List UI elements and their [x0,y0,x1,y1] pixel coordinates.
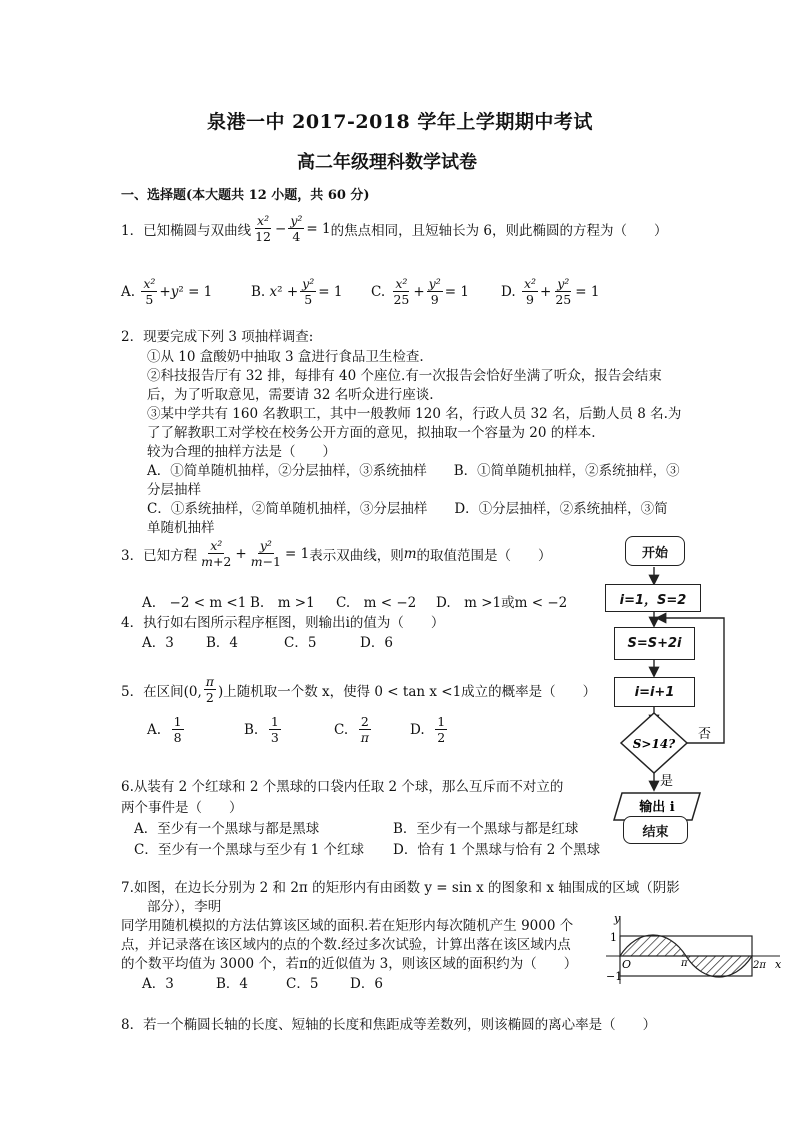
question-1: 1．已知椭圆与双曲线 $\frac{\text{x²}}{12}$ − $\frac{\text{y²}}{4}$ = 1 的焦点相同，且短轴长为 6，则此椭圆的方程为（ ） [121,213,668,244]
negative-lobe [686,956,752,977]
q7-line-3: 点，并记录落在该区域内的点的个数.经过多次试验，计算出落在该区域内点 [121,937,571,953]
q7-line-4: 的个数平均值为 3000 个，若π的近似值为 3，则该区域的面积约为（ ） [121,956,578,972]
q1-formula: $\frac{\text{x²}}{12}$ [255,213,271,244]
q1-option-c: C. $\frac{\text{x²}}{25}$ + $\frac{\text{y²}}{9}$ = 1 [371,276,469,307]
q3-option-b: B. m >1 [250,595,315,611]
q7-line-1: 部分），李明 [147,899,222,915]
condition-label: S>14? [632,737,676,751]
q3-option-c: C. m < −2 [336,595,417,611]
q3-text-c: 的取值范围是（ ） [416,547,552,564]
q3-text-b: 表示双曲线，则 [309,547,404,564]
q1-option-b: B. x ² + $\frac{\text{y²}}{5}$ = 1 [251,276,343,307]
update-s-box: S=S+2i [614,627,695,660]
start-box: 开始 [625,536,685,566]
q5-text-b: )上随机取一个数 x，使得 0 < tan x <1成立的概率是（ ） [217,683,597,700]
q6-line-0: 6.从装有 2 个红球和 2 个黑球的口袋内任取 2 个球，那么互斥而不对立的 [121,779,564,795]
q7-option-b: B．4 [216,976,249,992]
q2-line-9: C．①系统抽样，②简单随机抽样，③分层抽样 D．①分层抽样，②系统抽样，③简 [147,501,668,517]
q2-line-4: ③某中学共有 160 名教职工，其中一般教师 120 名，行政人员 32 名，后勤人员 8 名.为 [147,406,682,422]
question-3: 3．已知方程 $\frac{\text{x²}}{m+2}$ + $\frac{\text{y²}}{m-1}$ = 1 表示双曲线，则 m 的取值范围是（ ） [121,538,552,569]
q4-options [142,631,393,651]
update-i-box: i=i+1 [614,677,695,707]
init-box: i=1，S=2 [605,584,701,612]
no-label: 否 [698,727,712,742]
x-axis-label: x [775,958,782,971]
q5-option-b: B. $\frac{1}{3}$ [244,714,279,745]
q1-option-a: A. $\frac{\text{x²}}{5}$ + y ² = 1 [121,276,213,307]
y-tick-1: 1 [610,931,617,944]
q4-option-c: C．5 [284,635,317,651]
q1-options [121,276,641,307]
q5-option-c: C. $\frac{2}{\pi}$ [334,714,369,745]
end-box: 结束 [623,816,688,844]
exam-title: 泉港一中 2017-2018 学年上学期期中考试 [207,111,593,133]
q7-option-d: D．6 [350,976,383,992]
sine-area-figure [600,910,786,988]
q1-text-b: 的焦点相同，且短轴长为 6，则此椭圆的方程为（ ） [330,222,668,239]
q3-option-d: D. m >1或m < −2 [436,595,568,611]
q2-line-10: 单随机抽样 [147,520,215,536]
q2-line-1: ①从 10 盒酸奶中抽取 3 盒进行食品卫生检查. [147,349,424,365]
q6-option-a: A．至少有一个黑球与都是黑球 [134,821,320,837]
y-tick-neg1: −1 [606,970,623,983]
q7-line-0: 7.如图，在边长分别为 2 和 2π 的矩形内有由函数 y = sin x 的图象和 x 轴围成的区域（阴影 [121,880,680,896]
q2-line-3: 后，为了听取意见，需要请 32 名听众进行座谈. [147,387,434,403]
pi-tick: π [681,958,688,969]
q3-option-a: A. −2 < m <1 [142,595,247,611]
q5-options [147,714,449,745]
q5-option-a: A. $\frac{1}{8}$ [147,714,182,745]
q2-line-6: 较为合理的抽样方法是（ ） [147,444,336,460]
q5-option-d: D. $\frac{1}{2}$ [410,714,446,745]
y-axis-label: y [614,912,621,925]
q1-option-d: D. $\frac{\text{x²}}{9}$ + $\frac{\text{y²}}{25}$ = 1 [501,276,600,307]
q6-option-c: C．至少有一个黑球与至少有 1 个红球 [134,842,365,858]
origin-label: O [622,958,632,971]
q8-text: 8．若一个椭圆长轴的长度、短轴的长度和焦距成等差数列，则该椭圆的离心率是（ ） [121,1017,657,1033]
q6-option-d: D．恰有 1 个黑球与恰有 2 个黑球 [393,842,601,858]
q4-option-d: D．6 [360,635,393,651]
q4-option-b: B．4 [206,635,239,651]
q2-line-0: 2．现要完成下列 3 项抽样调查: [121,329,314,345]
q6-line-1: 两个事件是（ ） [121,800,243,816]
q7-option-c: C．5 [286,976,319,992]
q4-text: 4．执行如右图所示程序框图，则输出i的值为（ ） [121,615,445,631]
q4-option-a: A．3 [142,635,174,651]
q2-line-7: A．①简单随机抽样，②分层抽样，③系统抽样 B．①简单随机抽样，②系统抽样，③ [147,463,680,479]
q3-options [142,591,567,611]
q1-formula-2: $\frac{\text{y²}}{4}$ [290,213,303,244]
question-5: 5．在区间(0, $\frac{\pi}{2}$ )上随机取一个数 x，使得 0 < tan x <1成立的概率是（ ） [121,674,597,705]
q7-option-a: A．3 [142,976,174,992]
q1-text-a: 1．已知椭圆与双曲线 [121,222,252,239]
q2-line-5: 了了解教职工对学校在校务公开方面的意见，拟抽取一个容量为 20 的样本. [147,425,596,441]
q2-line-2: ②科技报告厅有 32 排，每排有 40 个座位.有一次报告会恰好坐满了听众，报告会结束 [147,368,662,384]
q7-line-2: 同学用随机模拟的方法估算该区域的面积.若在矩形内每次随机产生 9000 个 [121,918,574,934]
q2-line-8: 分层抽样 [147,482,201,498]
q7-options [142,972,383,992]
two-pi-tick: 2π [753,960,766,971]
yes-label: 是 [660,774,674,789]
exam-subtitle: 高二年级理科数学试卷 [297,152,477,173]
q6-option-b: B．至少有一个黑球与都是红球 [393,821,579,837]
positive-lobe [620,935,686,956]
q5-text-a: 5．在区间(0, [121,683,202,700]
section-heading: 一、选择题(本大题共 12 小题，共 60 分) [121,188,370,203]
q3-text-a: 3．已知方程 [121,547,198,564]
output-label: 输出 i [639,800,675,815]
